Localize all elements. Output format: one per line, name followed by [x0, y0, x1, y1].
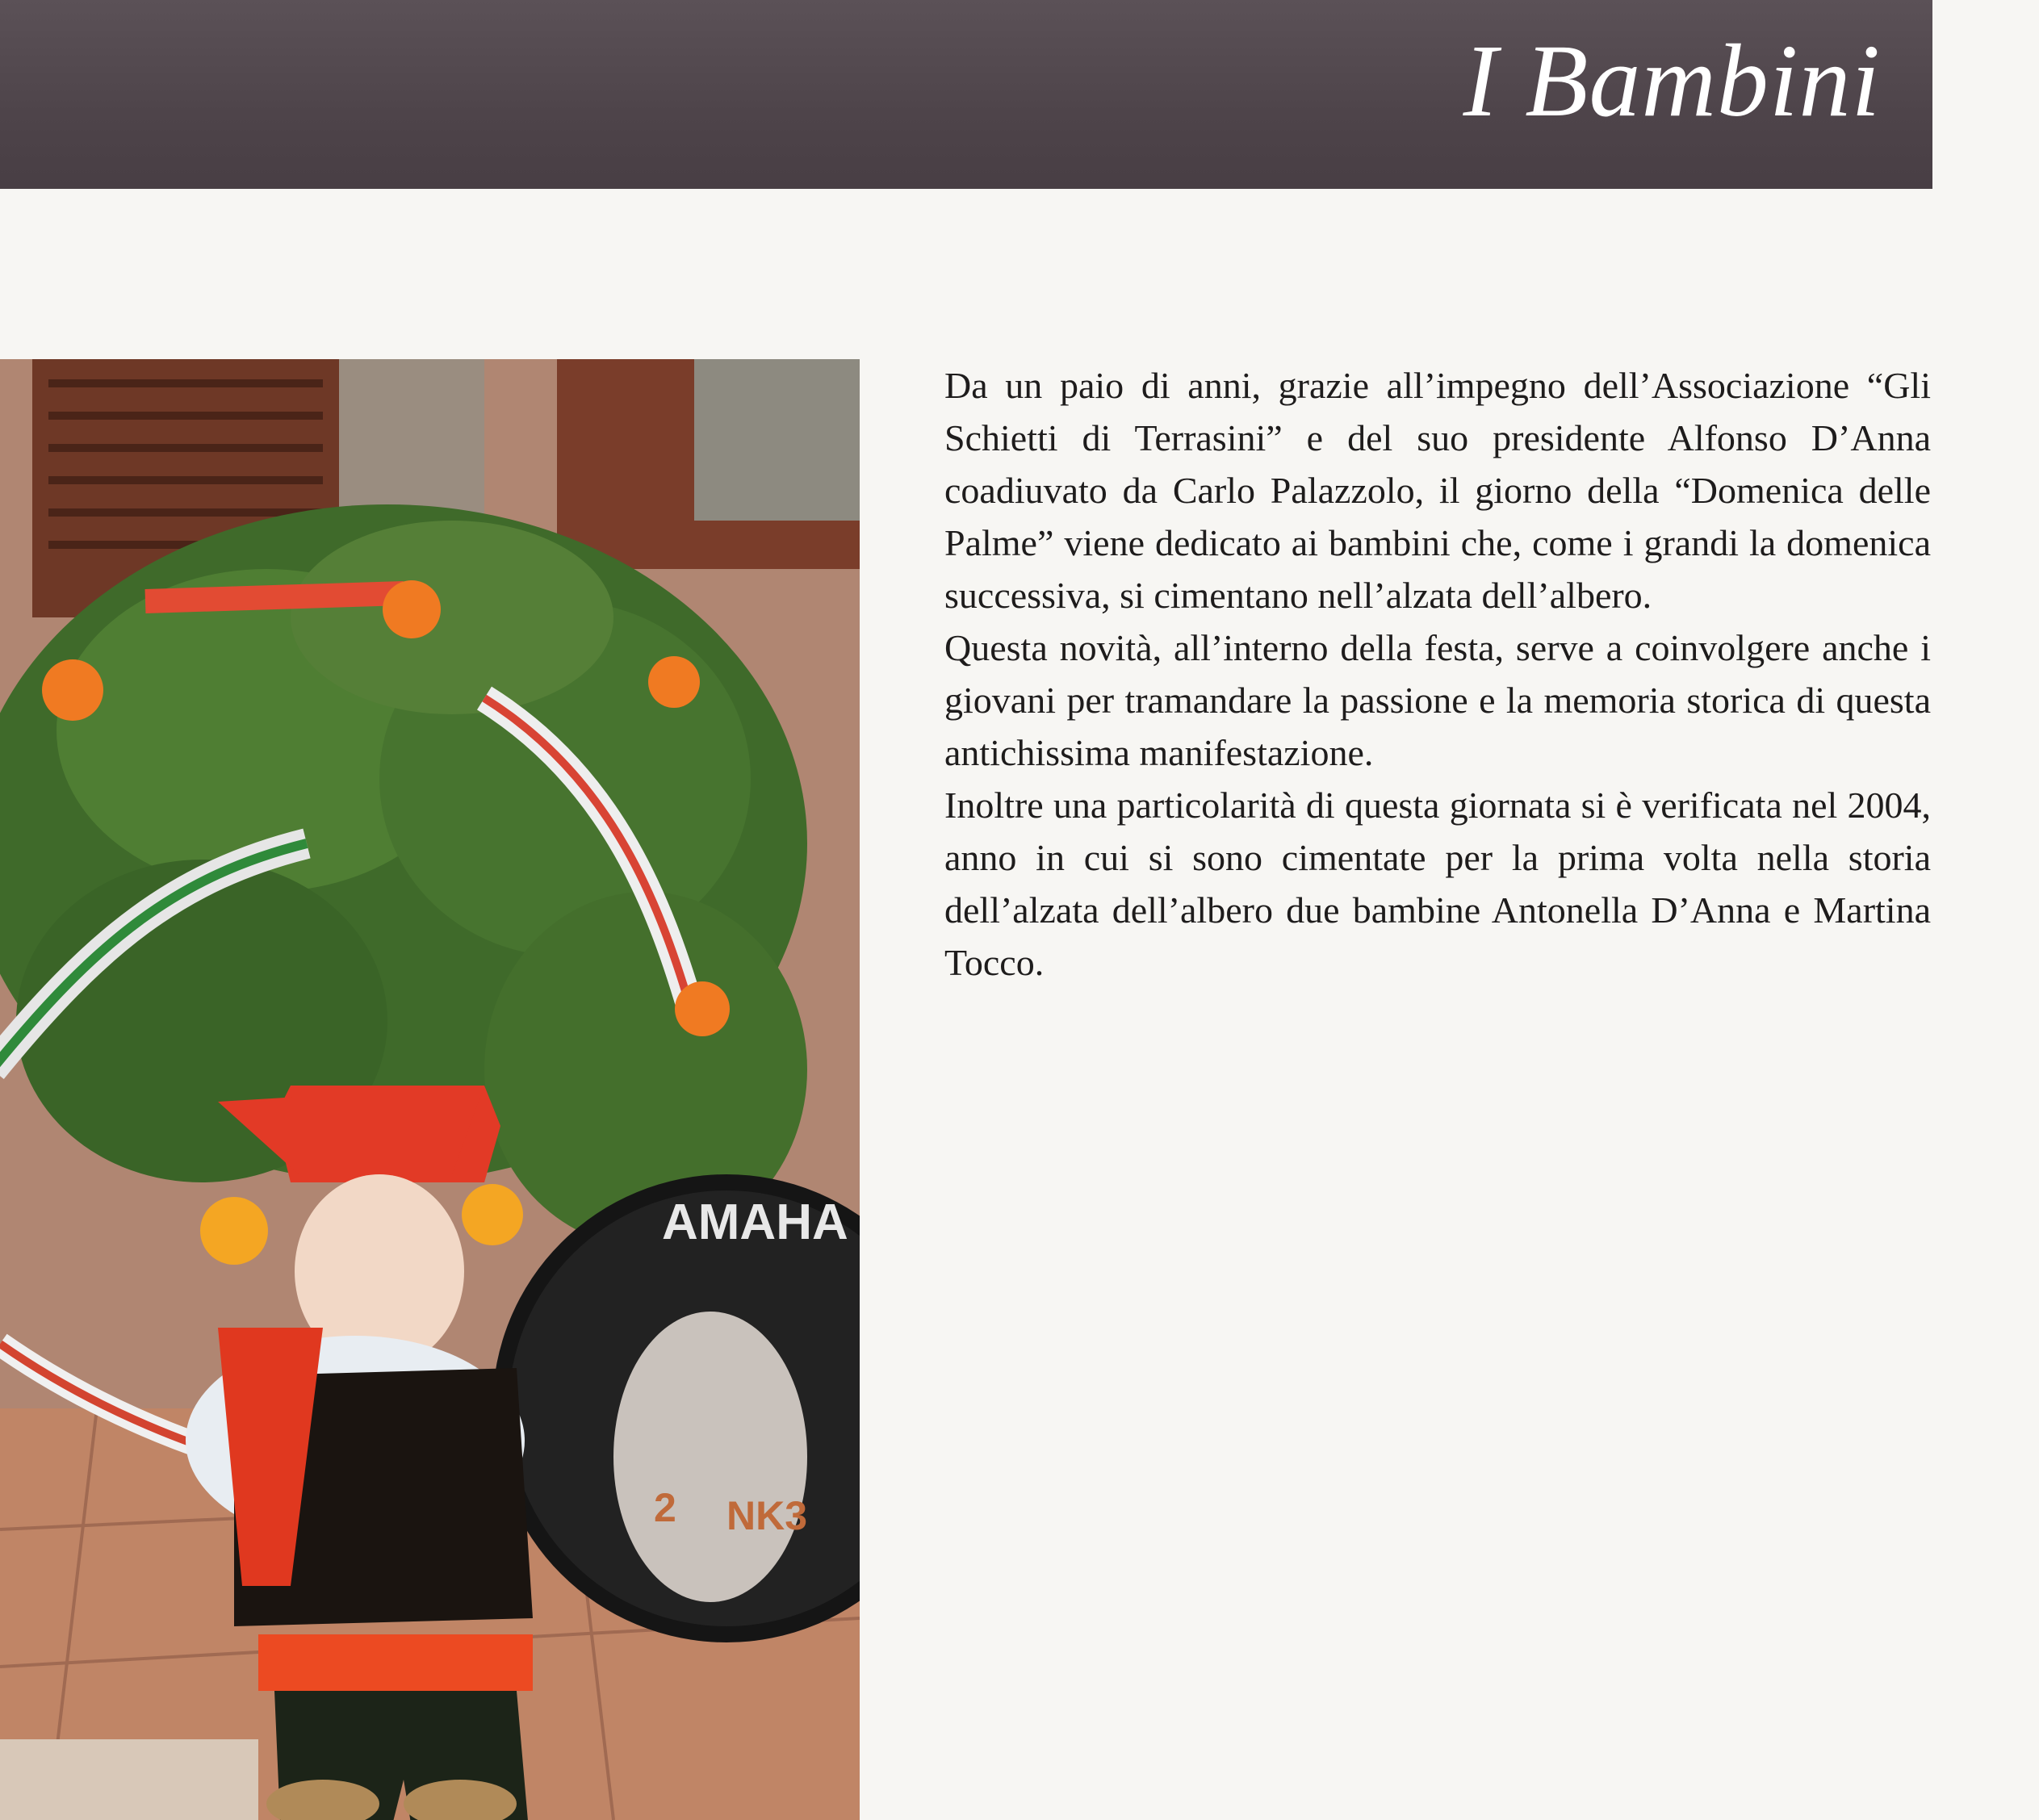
photo-illustration: [0, 359, 860, 1820]
drum-label: NK3: [726, 1493, 808, 1538]
page-title: I Bambini: [1463, 23, 1881, 138]
article-paragraph-1: Da un paio di anni, grazie all’impegno dell’Associazione “Gli Schietti di Terrasini” e del suo presidente Alfonso D’Anna coadiuvato da Carlo Palazzolo, il giorno della “Domenica delle Palme” viene dedicato ai bambini che, come i grandi la domenica successiva, si cimentano nell’alzata dell’albero.: [944, 365, 1931, 616]
header-band: [0, 0, 1932, 189]
article-paragraph-2: Questa novità, all’interno della festa, serve a coinvolgere anche i giovani per tramandare la passione e la memoria storica di questa antichissima manifestazione.: [944, 627, 1931, 773]
drum-label-prefix: 2: [654, 1485, 676, 1530]
article-body: [944, 359, 1931, 989]
photo-child-in-costume: [0, 359, 860, 1820]
article-paragraph-3: Inoltre una particolarità di questa giornata si è verificata nel 2004, anno in cui si sono cimentate per la prima volta nella storia dell’alzata dell’albero due bambine Antonella D’Anna e Martina Tocco.: [944, 784, 1931, 983]
drum-logo: AMAHA: [662, 1195, 848, 1250]
